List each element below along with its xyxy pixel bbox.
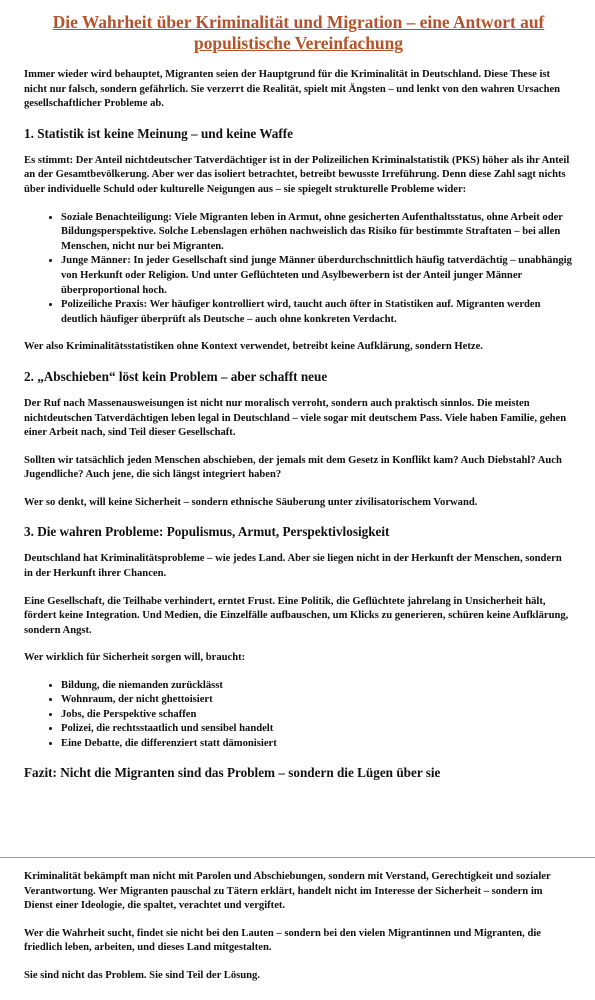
footer-paragraph: Kriminalität bekämpft man nicht mit Parolen und Abschiebungen, sondern mit Verstand, Gerechtigkeit und sozialer Verantwortung. Wer Migranten pauschal zu Tätern erklärt, handelt nicht im Interesse der Sicherheit – sondern im Dienst einer Ideologie, die spaltet, verachtet und vergiftet. — [24, 871, 551, 912]
section-2-paragraph: Der Ruf nach Massenausweisungen ist nicht nur moralisch verroht, sondern auch praktisch sinnlos. Die meisten nichtdeutschen Tatverdächtigen leben legal in Deutschland – viele sogar mit deutschem Pass. Viele haben Familie, gehen einer Arbeit nach, sind Teil dieser Gesellschaft. — [24, 397, 567, 439]
section-3-paragraph: Wer wirklich für Sicherheit sorgen will, braucht: — [24, 652, 246, 664]
section-1-paragraph: Es stimmt: Der Anteil nichtdeutscher Tatverdächtiger ist in der Polizeilichen Kriminalstatistik (PKS) höher als ihr Anteil an der Gesamtbevölkerung. Aber wer das isoliert betrachtet, betreibt bewusste Irreführung. Denn diese Zahl sagt nichts über individuelle Schuld oder kulturelle Neigungen aus – sie spiegelt strukturelle Probleme wider: — [24, 154, 570, 195]
list-item: • Polizeiliche Praxis: Wer häufiger kontrolliert wird, taucht auch öfter in Statistiken auf. Migranten werden deutlich häufiger überprüft als Deutsche – auch ohne konkreten Verdacht. — [61, 298, 573, 327]
footer-paragraph: Wer die Wahrheit sucht, findet sie nicht bei den Lauten – sondern bei den vielen Migrantinnen und Migranten, die friedlich leben, arbeiten, und dieses Land mitgestalten. — [24, 927, 541, 954]
list-item: • Polizei, die rechtsstaatlich und sensibel handelt — [61, 722, 573, 736]
list-item: • Wohnraum, der nicht ghettoisiert — [61, 693, 573, 707]
footer-section — [24, 870, 573, 997]
document-title: Die Wahrheit über Kriminalität und Migration – eine Antwort auf populistische Vereinfachung — [52, 12, 545, 53]
section-2-heading: 2. „Abschieben“ löst kein Problem – aber schafft neue — [24, 368, 328, 384]
intro-paragraph: Immer wieder wird behauptet, Migranten seien der Hauptgrund für die Kriminalität in Deutschland. Diese These ist nicht nur falsch, sondern gefährlich. Sie verzerrt die Realität, spielt mit Ängsten – und lenkt von den wahren Ursachen gesellschaftlicher Probleme ab. — [24, 69, 561, 110]
fazit-heading: Fazit: Nicht die Migranten sind das Problem – sondern die Lügen über sie — [24, 765, 441, 781]
footer-paragraph: Sie sind nicht das Problem. Sie sind Teil der Lösung. — [24, 969, 260, 981]
section-1-heading: 1. Statistik ist keine Meinung – und keine Waffe — [24, 125, 294, 141]
section-3-paragraph: Eine Gesellschaft, die Teilhabe verhindert, erntet Frust. Eine Politik, die Geflüchtete jahrelang in Unsicherheit hält, fördert keine Integration. Und Medien, die Einzelfälle aufbauschen, um Klicks zu generieren, schüren keine Aufklärung, sondern Angst. — [24, 595, 569, 636]
section-2-paragraph: Sollten wir tatsächlich jeden Menschen abschieben, der jemals mit dem Gesetz in Konflikt kam? Auch Diebstahl? Auch Jugendliche? Auch jene, die sich längst integriert haben? — [24, 454, 562, 481]
list-item: • Eine Debatte, die differenziert statt dämonisiert — [61, 737, 573, 751]
list-item: • Jobs, die Perspektive schaffen — [61, 708, 573, 722]
list-item: • Soziale Benachteiligung: Viele Migranten leben in Armut, ohne gesicherten Aufenthaltsstatus, ohne Arbeit oder Bildungsperspektive. Solche Lebenslagen erhöhen nachweislich das Risiko für bestimmte Straftaten – bei allen Menschen, nicht nur bei Migranten. — [61, 211, 573, 255]
page-divider — [0, 857, 595, 858]
section-2-paragraph: Wer so denkt, will keine Sicherheit – sondern ethnische Säuberung unter zivilisatorischem Vorwand. — [24, 496, 478, 508]
section-3-paragraph: Deutschland hat Kriminalitätsprobleme – wie jedes Land. Aber sie liegen nicht in der Herkunft der Menschen, sondern in der Herkunft ihrer Chancen. — [24, 553, 562, 580]
section-1-closing: Wer also Kriminalitätsstatistiken ohne Kontext verwendet, betreibt keine Aufklärung, sondern Hetze. — [24, 341, 483, 353]
section-3-bullet-list — [24, 679, 573, 751]
section-1-bullet-list — [24, 211, 573, 328]
list-item: • Bildung, die niemanden zurücklässt — [61, 679, 573, 693]
document-body — [24, 12, 573, 781]
list-item: • Junge Männer: In jeder Gesellschaft sind junge Männer überdurchschnittlich häufig tatverdächtig – unabhängig von Herkunft oder Religion. Und unter Geflüchteten und Asylbewerbern ist der Anteil junger Männer überproportional hoch. — [61, 254, 573, 298]
section-3-heading: 3. Die wahren Probleme: Populismus, Armut, Perspektivlosigkeit — [24, 524, 390, 540]
